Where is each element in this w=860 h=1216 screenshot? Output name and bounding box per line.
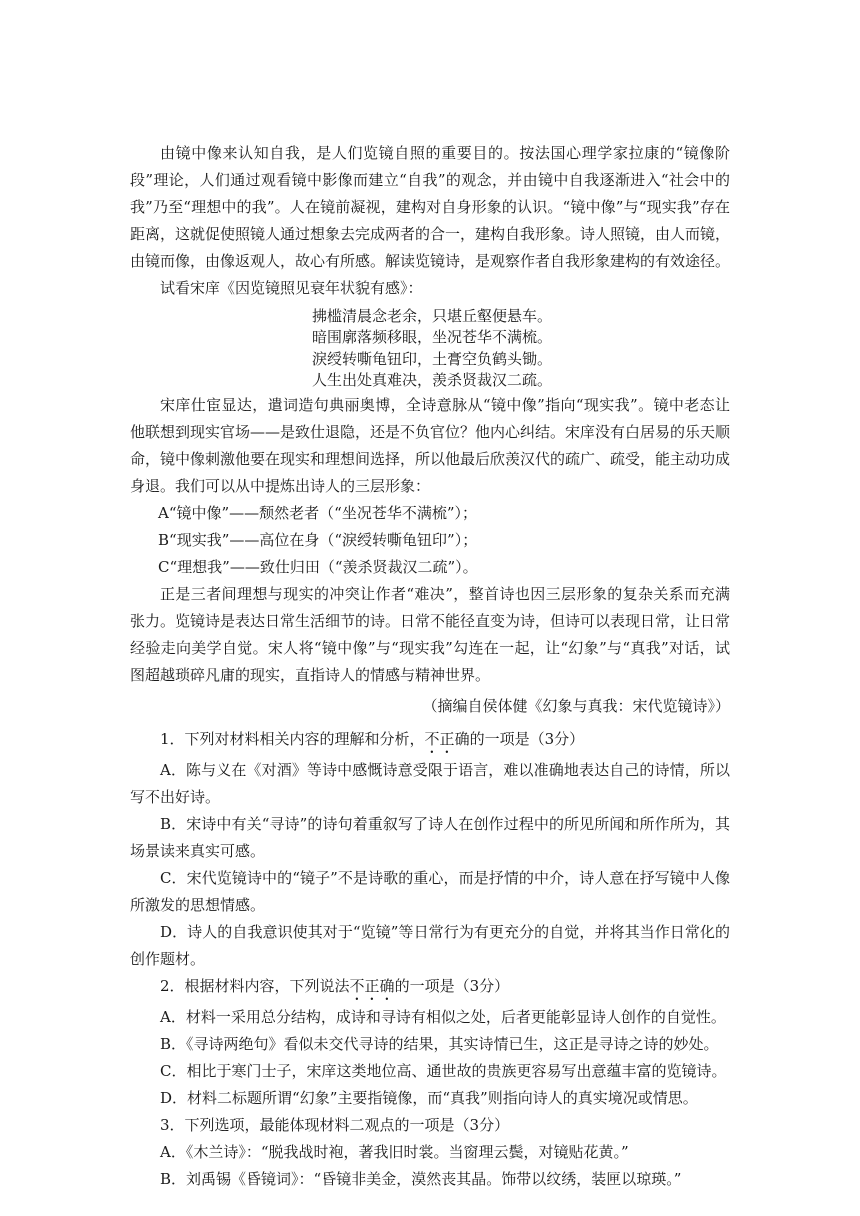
source-citation: （摘编自侯体健《幻象与真我：宋代览镜诗》）: [422, 697, 730, 716]
question-3-option-a: A．《木兰诗》：“脱我战时袍，著我旧时裳。当窗理云鬓，对镜贴花黄。”: [160, 1143, 629, 1162]
paragraph-conclusion: 正是三者间理想与现实的冲突让作者“难决”，整首诗也因三层形象的复杂关系而充满张力。览镜诗是表达日常生活细节的诗。日常不能径直变为诗，但诗可以表现日常，让日常经验走向美学自觉。宋人将“镜中像”与“现实我”勾连在一起，让“幻象”与“真我”对话，试图超越琐碎凡庸的现实，直指诗人的情感与精神世界。: [130, 585, 731, 685]
poem-line: 人生出处真难决，羡杀贤裁汉二疏。: [312, 370, 553, 389]
question-2-option-b: B．《寻诗两绝句》看似未交代寻诗的结果，其实诗情已生，这正是寻诗之诗的妙处。: [160, 1035, 719, 1054]
list-item: B“现实我”——高位在身（“淚绶转嘶龟钮印”）；: [158, 531, 478, 550]
question-1-option-a: A．陈与义在《对酒》等诗中感慨诗意受限于语言，难以准确地表达自己的诗情，所以写不出好诗。: [130, 761, 730, 807]
question-1-option-d: D．诗人的自我意识使其对于“览镜”等日常行为有更充分的自觉，并将其当作日常化的创作题材。: [130, 923, 730, 969]
list-item: A“镜中像”——颓然老者（“坐况苍华不满梳”）；: [158, 504, 478, 523]
question-text: 的一项是（3分）: [394, 977, 510, 996]
question-3-stem: 3．下列选项，最能体现材料二观点的一项是（3分）: [160, 1116, 510, 1135]
paragraph-poem-intro: 试看宋庠《因览镜照见衰年状貌有感》：: [160, 279, 423, 297]
poem-line: 淚绶转嘶龟钮印，土膏空负鹤头锄。: [312, 349, 553, 368]
question-text: 2．根据材料内容，下列说法: [160, 977, 350, 996]
paragraph-mirror-theory: 由镜中像来认知自我，是人们览镜自照的重要目的。按法国心理学家拉康的“镜像阶段”理论，人们通过观看镜中影像而建立“自我”的观念，并由镜中自我逐渐进入“社会中的我”乃至“理想中的我”。人在镜前凝视，建构对自身形象的认识。“镜中像”与“现实我”存在距离，这就促使照镜人通过想象去完成两者的合一，建构自我形象。诗人照镜，由人而镜，由镜而像，由像返观人，故心有所感。解读览镜诗，是观察作者自我形象建构的有效途径。: [130, 144, 731, 270]
document-page: [130, 140, 730, 1193]
question-1-stem: [130, 726, 730, 757]
question-text: 1．下列对材料相关内容的理解和分析，: [160, 730, 425, 749]
three-images-list: [130, 500, 730, 581]
question-1-option-b: B．宋诗中有关“寻诗”的诗句着重叙写了诗人在创作过程中的所见所闻和所作所为，其场景读来真实可感。: [130, 815, 730, 861]
paragraph-analysis: 宋庠仕宦显达，遣词造句典丽奥博，全诗意脉从“镜中像”指向“现实我”。镜中老态让他联想到现实官场——是致仕退隐，还是不负官位？他内心纠结。宋庠没有白居易的乐天顺命，镜中像刺激他要在现实和理想间选择，所以他最后欣羡汉代的疏广、疏受，能主动功成身退。我们可以从中提炼出诗人的三层形象：: [130, 396, 731, 496]
question-2-option-d: D．材料二标题所谓“幻象”主要指镜像，而“真我”则指向诗人的真实境况或情思。: [160, 1089, 698, 1108]
poem-line: 拂槛清晨念老余，只堪丘壑便悬车。: [312, 307, 553, 325]
emphasis-text: 不正: [424, 730, 455, 749]
question-2-option-a: A．材料一采用总分结构，成诗和寻诗有相似之处，后者更能彰显诗人创作的自觉性。: [160, 1008, 726, 1027]
question-3-option-b: B．刘禹锡《昏镜词》：“昏镜非美金，漠然丧其晶。饰带以纹绣，装匣以琼瑛。”: [160, 1170, 682, 1189]
question-1-option-c: C．宋代览镜诗中的“镜子”不是诗歌的重心，而是抒情的中介，诗人意在抒写镜中人像所激发的思想情感。: [130, 869, 730, 915]
list-item: C“理想我”——致仕归田（“羡杀贤裁汉二疏”）。: [158, 558, 478, 577]
poem: [130, 306, 730, 391]
question-2-option-c: C．相比于寒门士子，宋庠这类地位高、通世故的贵族更容易写出意蕴丰富的览镜诗。: [160, 1062, 727, 1081]
poem-line: 暗围廓落频移眼，坐况苍华不满梳。: [312, 328, 553, 347]
question-2-stem: [130, 973, 730, 1004]
emphasis-text: 不正确: [349, 977, 395, 996]
question-text: 确的一项是（3分）: [454, 730, 585, 749]
